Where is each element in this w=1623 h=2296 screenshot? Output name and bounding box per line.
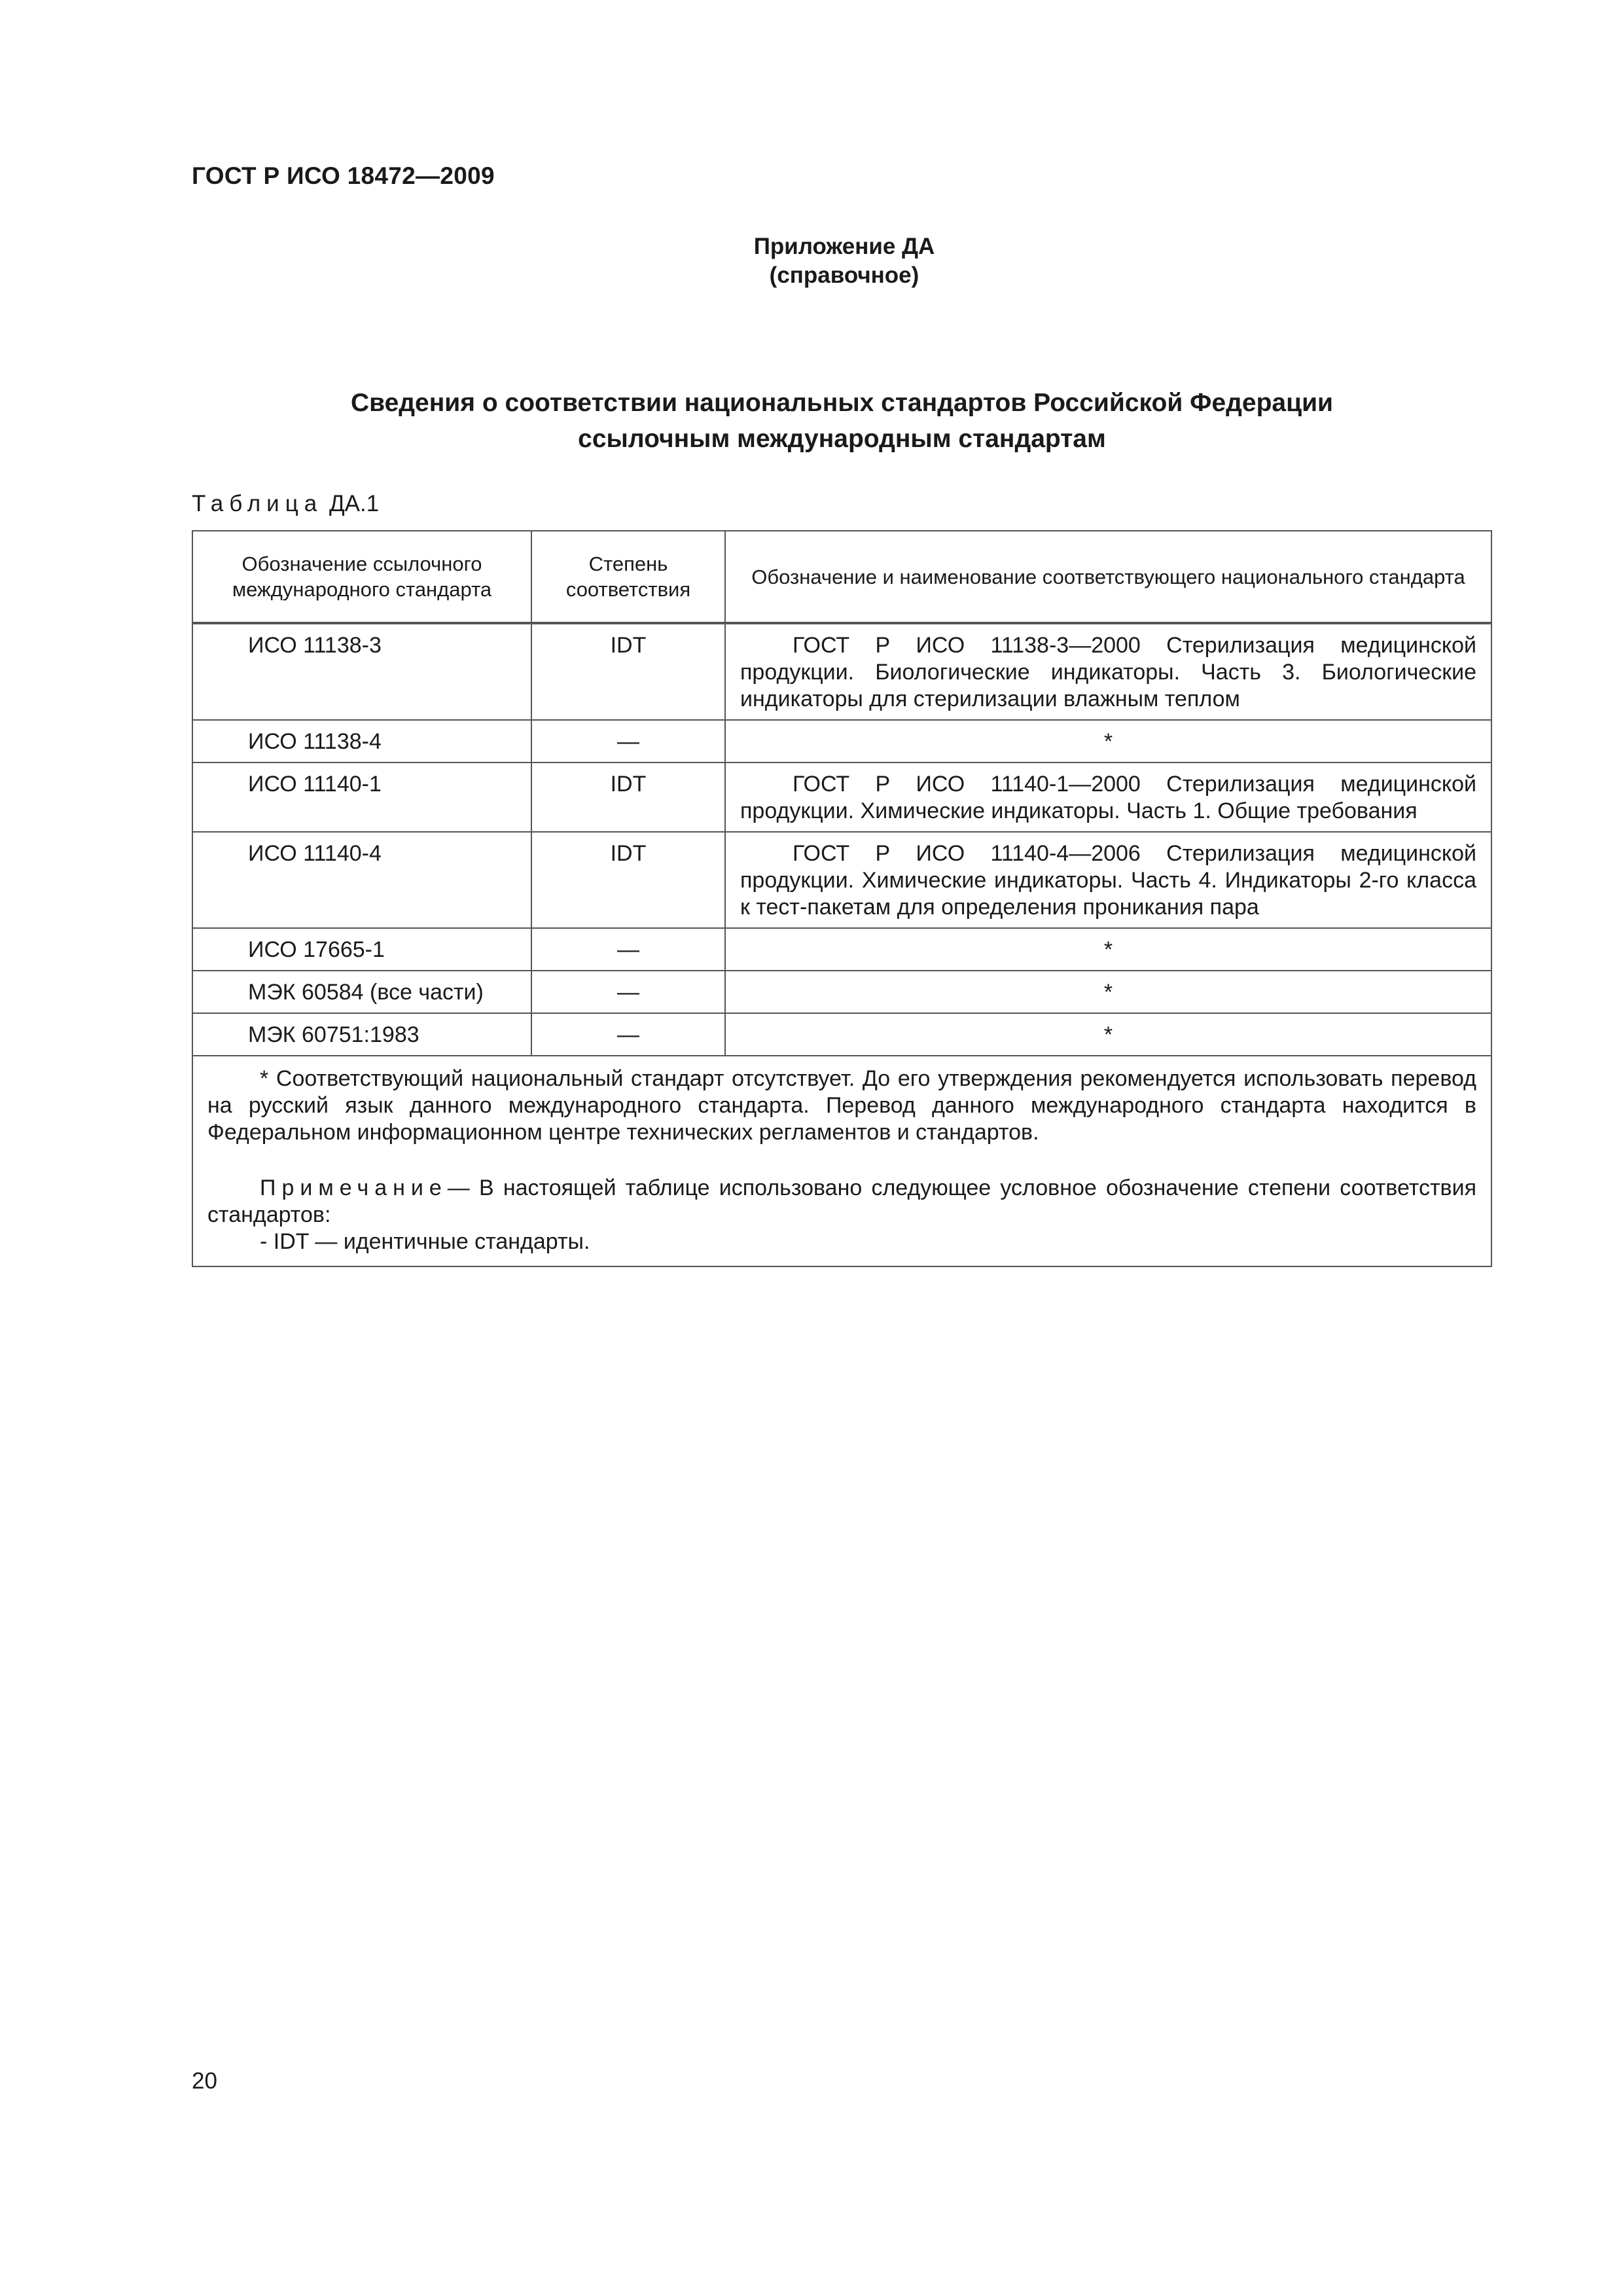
reference-standard-cell: ИСО 11138-3 <box>192 623 531 720</box>
national-standard-cell: ГОСТ Р ИСО 11140-4—2006 Стерилизация медицинской продукции. Химические индикаторы. Часть 4. Индикаторы 2-го класса к тест-пакетам для определения проникания пара <box>725 832 1491 928</box>
table-caption-number: ДА.1 <box>329 491 380 516</box>
national-standard-cell: ГОСТ Р ИСО 11138-3—2000 Стерилизация медицинской продукции. Биологические индикаторы. Часть 3. Биологические индикаторы для стерилизации влажным теплом <box>725 623 1491 720</box>
header-national-standard: Обозначение и наименование соответствующего национального стандарта <box>725 531 1491 623</box>
degree-cell: IDT <box>531 762 725 832</box>
note-label: Примечание <box>260 1175 448 1200</box>
national-standard-cell: * <box>725 1013 1491 1056</box>
reference-standard-cell: ИСО 11140-4 <box>192 832 531 928</box>
annex-heading <box>0 232 1623 290</box>
degree-cell: — <box>531 1013 725 1056</box>
document-code: ГОСТ Р ИСО 18472—2009 <box>192 162 495 189</box>
table-footer-cell <box>192 1056 1491 1266</box>
standards-correspondence-table <box>192 530 1492 1267</box>
annex-title: Приложение ДА <box>753 234 935 259</box>
reference-standard-cell: МЭК 60751:1983 <box>192 1013 531 1056</box>
reference-standard-cell: ИСО 11138-4 <box>192 720 531 762</box>
degree-cell: IDT <box>531 832 725 928</box>
table-row <box>192 1013 1491 1056</box>
degree-cell: — <box>531 928 725 971</box>
national-standard-cell: * <box>725 971 1491 1013</box>
table-row <box>192 832 1491 928</box>
header-reference-standard: Обозначение ссылочного международного стандарта <box>192 531 531 623</box>
table-caption-word: Таблица <box>192 491 323 516</box>
degree-cell: — <box>531 720 725 762</box>
header-degree-of-correspondence: Степень соответствия <box>531 531 725 623</box>
table-footer-row <box>192 1056 1491 1266</box>
section-title <box>192 385 1492 457</box>
national-standard-cell: ГОСТ Р ИСО 11140-1—2000 Стерилизация медицинской продукции. Химические индикаторы. Часть 1. Общие требования <box>725 762 1491 832</box>
table-row <box>192 928 1491 971</box>
table-row <box>192 762 1491 832</box>
national-standard-cell: * <box>725 720 1491 762</box>
degree-cell: — <box>531 971 725 1013</box>
reference-standard-cell: МЭК 60584 (все части) <box>192 971 531 1013</box>
section-title-line-2: ссылочным международным стандартам <box>578 425 1106 453</box>
note-text: — В настоящей таблице использовано следующее условное обозначение степени соответствия стандартов: <box>207 1175 1476 1227</box>
note-item: - IDT — идентичные стандарты. <box>260 1229 590 1254</box>
table-header-row <box>192 531 1491 623</box>
degree-cell: IDT <box>531 623 725 720</box>
page-number: 20 <box>192 2068 217 2094</box>
reference-standard-cell: ИСО 11140-1 <box>192 762 531 832</box>
annex-subtitle: (справочное) <box>769 262 919 288</box>
table-note <box>207 1175 1476 1229</box>
section-title-line-1: Сведения о соответствии национальных стандартов Российской Федерации <box>350 389 1334 417</box>
reference-standard-cell: ИСО 17665-1 <box>192 928 531 971</box>
table-row <box>192 623 1491 720</box>
footnote: * Соответствующий национальный стандарт отсутствует. До его утверждения рекомендуется использовать перевод на русский язык данного международного стандарта. Перевод данного международного стандарта находится в Федеральном информационном центре технических регламентов и стандартов. <box>207 1066 1476 1145</box>
table-row <box>192 720 1491 762</box>
table-caption <box>192 491 379 517</box>
table-row <box>192 971 1491 1013</box>
national-standard-cell: * <box>725 928 1491 971</box>
